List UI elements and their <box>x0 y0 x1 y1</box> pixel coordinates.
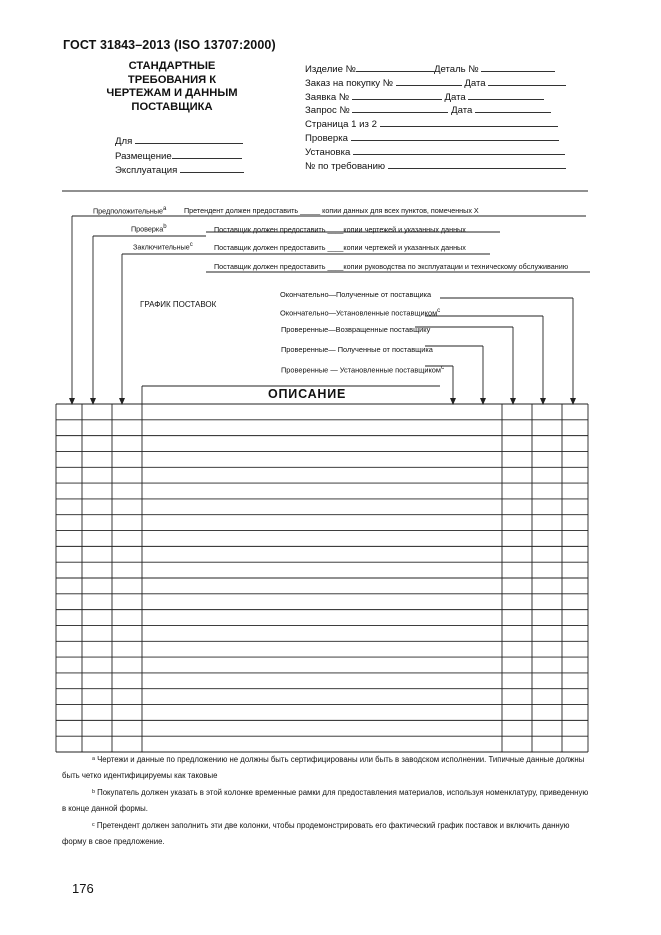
for-label: Для <box>115 136 133 147</box>
date-label: Дата <box>451 105 473 117</box>
item-label: Изделие № <box>305 64 356 75</box>
placement-label: Размещение <box>115 150 172 162</box>
schedule-item: Окончательно—Установленные поставщиком$^c$ <box>280 307 441 318</box>
schedule-title: ГРАФИК ПОСТАВОК <box>140 300 217 309</box>
final-label: Заключительные$^c$ <box>133 242 193 252</box>
footnote-ref: a <box>162 206 167 212</box>
operation-label: Эксплуатация <box>115 165 178 176</box>
form-title-line: ПОСТАВЩИКА <box>131 100 213 113</box>
check-label: Проверка <box>305 132 348 144</box>
request-label: Запрос № <box>305 105 350 117</box>
schedule-item: Проверенные—Возвращенные поставщику <box>281 325 431 334</box>
part-label: Деталь № <box>433 64 479 75</box>
install-label: Установка <box>305 146 351 158</box>
form-title-line: ЧЕРТЕЖАМ И ДАННЫМ <box>106 87 238 99</box>
final-text-2: Поставщик должен предоставить ____копии руководства по эксплуатации и техническому обслуживанию <box>214 262 569 271</box>
description-header: ОПИСАНИЕ <box>268 387 347 401</box>
form-title-line: СТАНДАРТНЫЕ <box>128 60 216 72</box>
footnote-b: ᵇ Покупатель должен указать в этой колонке временные рамки для предоставления материалов, используя номенклатуру, приведенную в конце данной формы. <box>62 788 589 813</box>
final-text-1: Поставщик должен предоставить ____копии чертежей и указанных данных <box>214 243 466 252</box>
date-label: Дата <box>464 77 486 89</box>
date-label: Дата <box>444 91 466 103</box>
order-label: Заказ на покупку № <box>305 77 394 89</box>
footnote-ref: c <box>437 307 441 314</box>
footnote-a: ᵃ Чертежи и данные по предложению не должны быть сертифицированы или быть в заводском исполнении. Типичные данные должны быть четко идентифицируемы как таковые <box>62 755 585 780</box>
schedule-item: Проверенные — Установленные поставщиком$^c$ <box>281 364 445 375</box>
form-title-line: ТРЕБОВАНИЯ К <box>127 73 217 86</box>
footnote-ref: c <box>440 364 445 371</box>
schedule-item: Проверенные— Полученные от поставщика <box>281 345 433 354</box>
page-label: Страница 1 из 2 <box>305 119 377 131</box>
preliminary-label: Предположительные$^a$ <box>93 206 167 216</box>
page-number: 176 <box>72 881 94 896</box>
request-app-label: Заявка № <box>305 91 350 103</box>
footnote-ref: c <box>189 242 193 248</box>
footnote-c: ᶜ Претендент должен заполнить эти две колонки, чтобы продемонстрировать его фактический график поставок и включить данную форму в свое предложение. <box>62 821 570 846</box>
schedule-item: Окончательно—Полученные от поставщика <box>280 290 432 299</box>
check-provision-text: Поставщик должен предоставить ____копии чертежей и указанных данных <box>214 225 466 234</box>
by-req-label: № по требованию <box>305 160 386 172</box>
preliminary-text: Претендент должен предоставить _____ копии данных для всех пунктов, помеченных Х <box>184 206 479 215</box>
check-provision-label: Проверка$^b$ <box>131 224 167 234</box>
footnote-ref: b <box>163 224 167 230</box>
footnotes <box>62 752 592 851</box>
document-header: ГОСТ 31843–2013 (ISO 13707:2000) <box>63 38 276 52</box>
